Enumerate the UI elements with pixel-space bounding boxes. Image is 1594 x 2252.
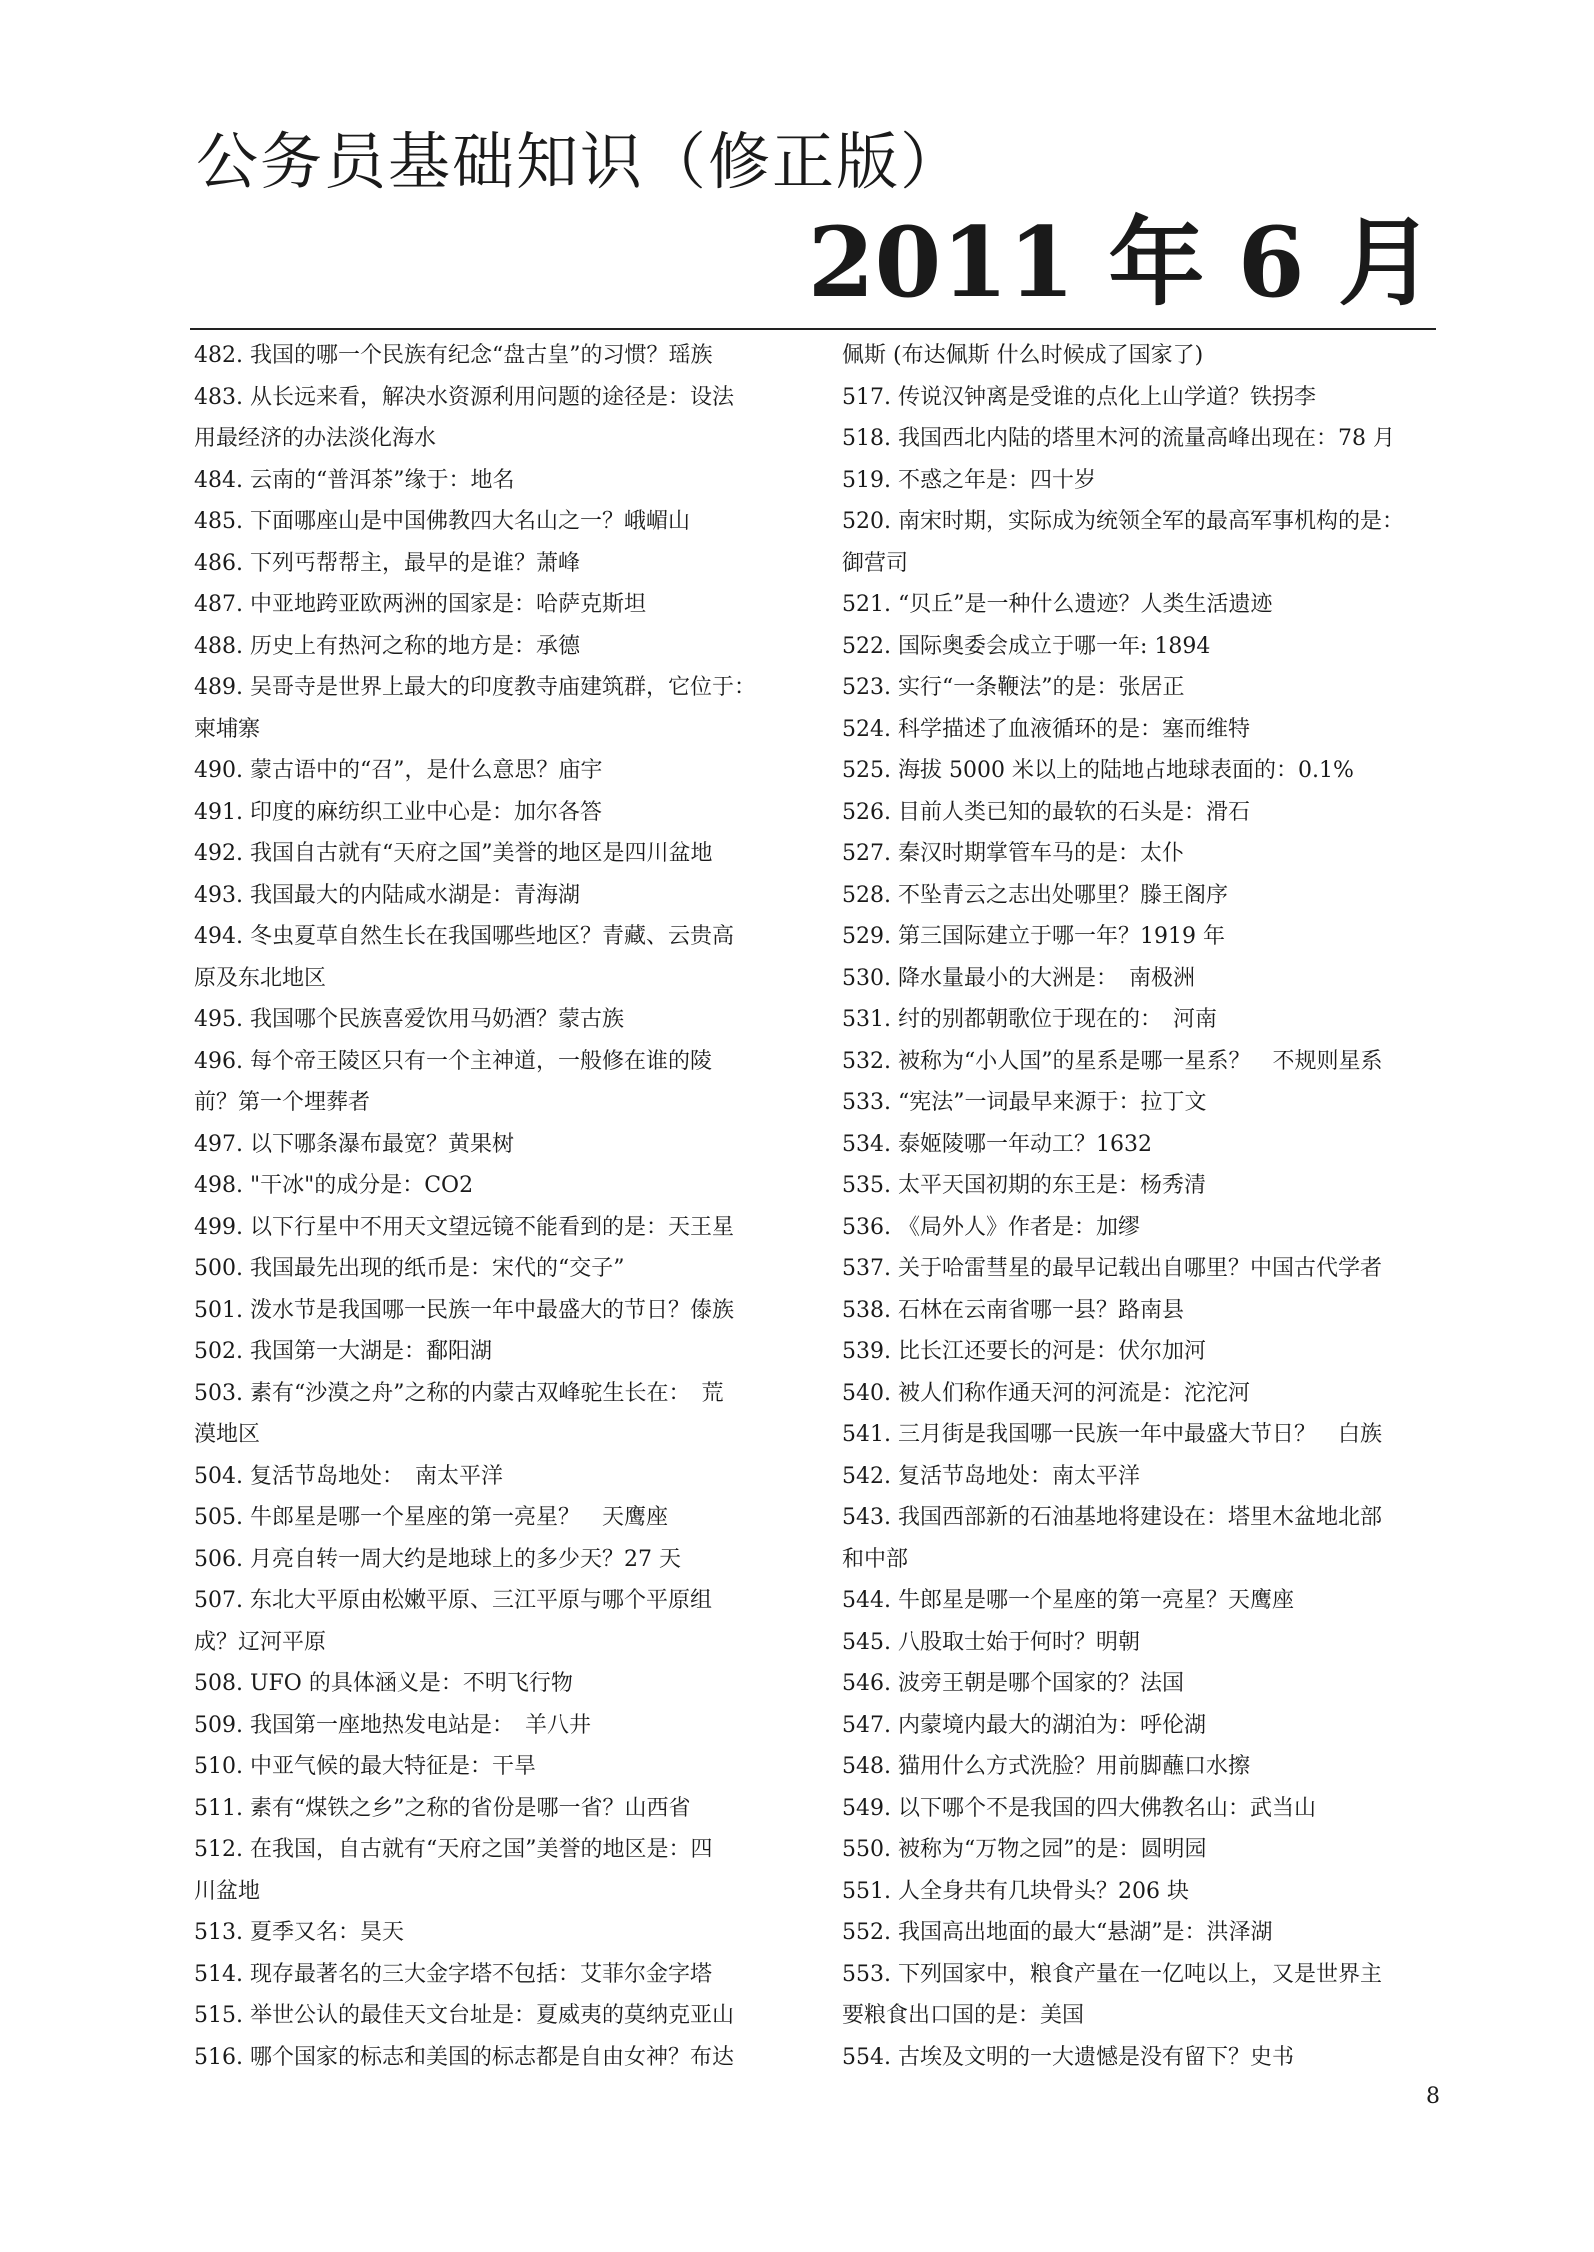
text-line: 539. 比长江还要长的河是：伏尔加河 xyxy=(842,1339,1206,1364)
text-line: 漠地区 xyxy=(194,1422,261,1447)
text-line: 538. 石林在云南省哪一县？路南县 xyxy=(842,1297,1184,1323)
text-line: 用最经济的办法淡化海水 xyxy=(194,426,437,451)
page-number: 8 xyxy=(1426,2084,1440,2109)
document-date: 2011 年 6 月 xyxy=(807,206,1434,319)
text-line: 497. 以下哪条瀑布最宽？黄果树 xyxy=(194,1131,514,1157)
text-line: 490. 蒙古语中的“召”，是什么意思？庙宇 xyxy=(194,758,603,783)
text-line: 518. 我国西北内陆的塔里木河的流量高峰出现在：78 月 xyxy=(842,426,1395,451)
text-line: 520. 南宋时期，实际成为统领全军的最高军事机构的是： xyxy=(842,509,1404,534)
text-line: 503. 素有“沙漠之舟”之称的内蒙古双峰驼生长在： 荒 xyxy=(194,1380,724,1406)
text-line: 和中部 xyxy=(842,1546,909,1572)
right-column xyxy=(842,335,1442,2078)
text-line: 493. 我国最大的内陆咸水湖是：青海湖 xyxy=(194,882,580,908)
text-line: 533. “宪法”一词最早来源于：拉丁文 xyxy=(842,1090,1207,1115)
text-line: 佩斯 (布达佩斯 什么时候成了国家了) xyxy=(842,343,1204,368)
text-line: 507. 东北大平原由松嫩平原、三江平原与哪个平原组 xyxy=(194,1588,712,1613)
text-line: 前？第一个埋葬者 xyxy=(194,1090,371,1115)
text-line: 506. 月亮自转一周大约是地球上的多少天？27 天 xyxy=(194,1546,681,1572)
text-line: 496. 每个帝王陵区只有一个主神道，一般修在谁的陵 xyxy=(194,1048,712,1074)
text-line: 原及东北地区 xyxy=(194,965,327,991)
text-line: 柬埔寨 xyxy=(194,716,261,742)
text-line: 516. 哪个国家的标志和美国的标志都是自由女神？布达 xyxy=(194,2044,734,2070)
text-line: 527. 秦汉时期掌管车马的是：太仆 xyxy=(842,841,1184,866)
text-line: 485. 下面哪座山是中国佛教四大名山之一？峨嵋山 xyxy=(194,509,690,534)
text-line: 482. 我国的哪一个民族有纪念“盘古皇”的习惯？瑶族 xyxy=(194,343,713,368)
text-line: 523. 实行“一条鞭法”的是：张居正 xyxy=(842,675,1185,700)
text-line: 550. 被称为“万物之园”的是：圆明园 xyxy=(842,1837,1207,1862)
text-line: 540. 被人们称作通天河的河流是：沱沱河 xyxy=(842,1380,1250,1406)
text-line: 499. 以下行星中不用天文望远镜不能看到的是：天王星 xyxy=(194,1214,734,1240)
text-line: 494. 冬虫夏草自然生长在我国哪些地区？青藏、云贵高 xyxy=(194,924,734,949)
text-line: 488. 历史上有热河之称的地方是：承德 xyxy=(194,633,580,659)
text-line: 495. 我国哪个民族喜爱饮用马奶酒？蒙古族 xyxy=(194,1007,624,1032)
text-line: 505. 牛郎星是哪一个星座的第一亮星？ 天鹰座 xyxy=(194,1505,668,1530)
text-line: 508. UFO 的具体涵义是：不明飞行物 xyxy=(194,1671,573,1696)
text-line: 御营司 xyxy=(842,550,909,576)
text-line: 512. 在我国，自古就有“天府之国”美誉的地区是：四 xyxy=(194,1837,713,1862)
text-line: 492. 我国自古就有“天府之国”美誉的地区是四川盆地 xyxy=(194,841,713,866)
text-line: 498. "干冰"的成分是：CO2 xyxy=(194,1173,474,1198)
text-line: 522. 国际奥委会成立于哪一年: 1894 xyxy=(842,633,1211,659)
text-line: 511. 素有“煤铁之乡”之称的省份是哪一省？山西省 xyxy=(194,1795,691,1821)
text-line: 548. 猫用什么方式洗脸？用前脚蘸口水擦 xyxy=(842,1754,1250,1779)
text-line: 513. 夏季又名：昊天 xyxy=(194,1920,404,1945)
text-line: 500. 我国最先出现的纸币是：宋代的“交子” xyxy=(194,1256,625,1281)
text-line: 491. 印度的麻纺织工业中心是：加尔各答 xyxy=(194,799,602,825)
text-line: 484. 云南的“普洱茶”缘于：地名 xyxy=(194,467,515,493)
text-line: 525. 海拔 5000 米以上的陆地占地球表面的：0.1% xyxy=(842,758,1354,783)
text-line: 489. 吴哥寺是世界上最大的印度教寺庙建筑群，它位于： xyxy=(194,675,756,700)
header-rule xyxy=(190,328,1436,330)
text-line: 547. 内蒙境内最大的湖泊为：呼伦湖 xyxy=(842,1712,1206,1738)
text-line: 502. 我国第一大湖是：鄱阳湖 xyxy=(194,1339,492,1364)
text-line: 546. 波旁王朝是哪个国家的？法国 xyxy=(842,1671,1184,1696)
text-line: 486. 下列丐帮帮主，最早的是谁？萧峰 xyxy=(194,550,580,576)
text-line: 552. 我国高出地面的最大“悬湖”是：洪泽湖 xyxy=(842,1920,1273,1945)
text-line: 553. 下列国家中，粮食产量在一亿吨以上，又是世界主 xyxy=(842,1961,1382,1987)
text-line: 536. 《局外人》作者是：加缪 xyxy=(842,1214,1140,1240)
text-line: 501. 泼水节是我国哪一民族一年中最盛大的节日？傣族 xyxy=(194,1297,734,1323)
text-line: 519. 不惑之年是：四十岁 xyxy=(842,467,1096,493)
text-line: 要粮食出口国的是：美国 xyxy=(842,2003,1085,2028)
text-line: 528. 不坠青云之志出处哪里？滕王阁序 xyxy=(842,882,1228,908)
text-line: 川盆地 xyxy=(194,1878,261,1904)
text-line: 549. 以下哪个不是我国的四大佛教名山：武当山 xyxy=(842,1795,1316,1821)
text-line: 535. 太平天国初期的东王是：杨秀清 xyxy=(842,1173,1206,1198)
text-line: 504. 复活节岛地处： 南太平洋 xyxy=(194,1463,503,1489)
text-line: 510. 中亚气候的最大特征是：干旱 xyxy=(194,1754,536,1779)
text-line: 542. 复活节岛地处：南太平洋 xyxy=(842,1463,1140,1489)
text-line: 551. 人全身共有几块骨头？206 块 xyxy=(842,1878,1189,1904)
text-line: 554. 古埃及文明的一大遗憾是没有留下？史书 xyxy=(842,2044,1294,2070)
text-line: 530. 降水量最小的大洲是： 南极洲 xyxy=(842,965,1195,991)
text-line: 517. 传说汉钟离是受谁的点化上山学道？铁拐李 xyxy=(842,384,1316,410)
page-title: 公务员基础知识（修正版） xyxy=(196,125,965,198)
text-line: 483. 从长远来看，解决水资源利用问题的途径是：设法 xyxy=(194,384,734,410)
text-line: 537. 关于哈雷彗星的最早记载出自哪里？中国古代学者 xyxy=(842,1256,1382,1281)
text-line: 514. 现存最著名的三大金字塔不包括：艾菲尔金字塔 xyxy=(194,1961,712,1987)
text-line: 524. 科学描述了血液循环的是：塞而维特 xyxy=(842,716,1250,742)
text-line: 531. 纣的别都朝歌位于现在的： 河南 xyxy=(842,1007,1217,1032)
text-line: 487. 中亚地跨亚欧两洲的国家是：哈萨克斯坦 xyxy=(194,592,646,617)
text-line: 544. 牛郎星是哪一个星座的第一亮星？天鹰座 xyxy=(842,1588,1294,1613)
left-column xyxy=(194,335,814,2078)
text-line: 526. 目前人类已知的最软的石头是：滑石 xyxy=(842,799,1250,825)
text-line: 545. 八股取士始于何时？明朝 xyxy=(842,1629,1140,1655)
text-line: 534. 泰姬陵哪一年动工？1632 xyxy=(842,1131,1152,1157)
text-line: 515. 举世公认的最佳天文台址是：夏威夷的莫纳克亚山 xyxy=(194,2003,734,2028)
text-line: 521. “贝丘”是一种什么遗迹？人类生活遗迹 xyxy=(842,592,1273,617)
text-line: 529. 第三国际建立于哪一年？1919 年 xyxy=(842,924,1225,949)
text-line: 成？辽河平原 xyxy=(194,1629,327,1655)
text-line: 509. 我国第一座地热发电站是： 羊八井 xyxy=(194,1712,591,1738)
text-line: 541. 三月街是我国哪一民族一年中最盛大节日？ 白族 xyxy=(842,1422,1382,1447)
text-line: 543. 我国西部新的石油基地将建设在：塔里木盆地北部 xyxy=(842,1505,1382,1530)
text-line: 532. 被称为“小人国”的星系是哪一星系？ 不规则星系 xyxy=(842,1048,1383,1074)
